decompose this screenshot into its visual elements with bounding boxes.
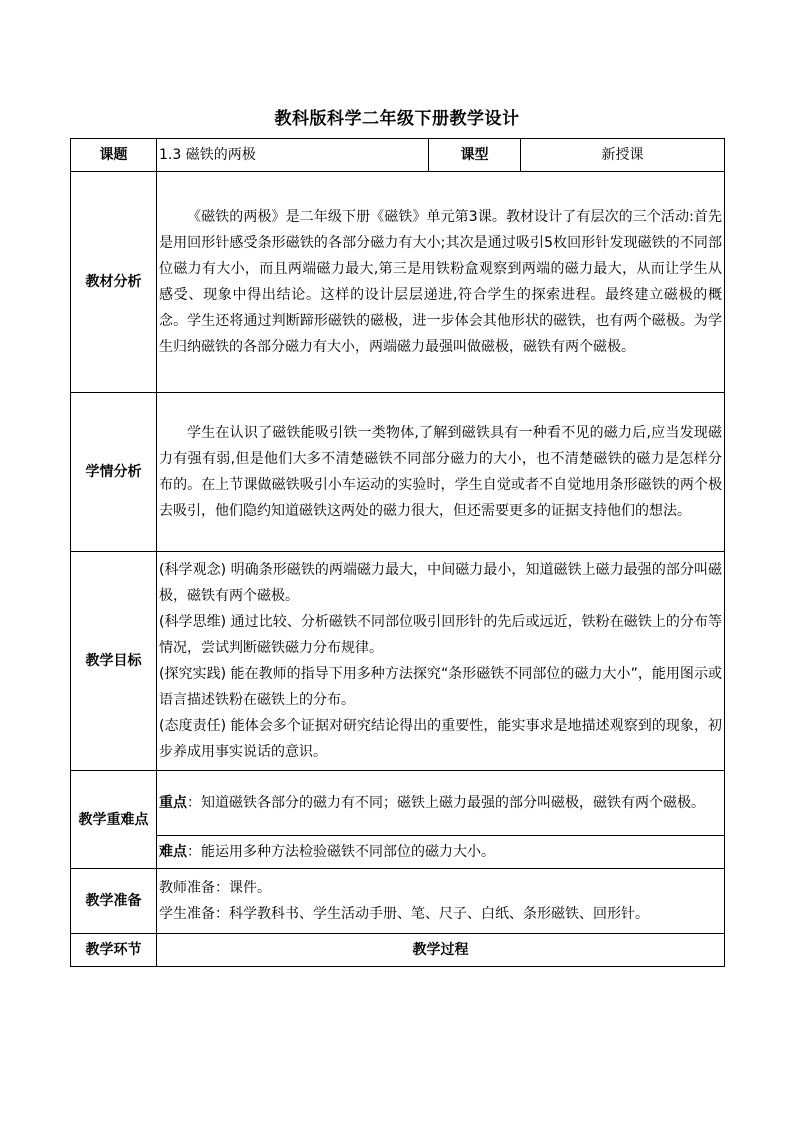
preparation-cell [157, 869, 725, 934]
lesson-type-value: 新授课 [521, 139, 725, 172]
student-analysis-text: 学生在认识了磁铁能吸引铁一类物体,了解到磁铁具有一种看不见的磁力后,应当发现磁力有强有弱,但是他们大多不清楚磁铁不同部分磁力的大小，也不清楚磁铁的磁力是怎样分布的。在上节课做磁铁吸引小车运动的实验时，学生自觉或者不自觉地用条形磁铁的两个极去吸引，他们隐约知道磁铁这两处的磁力很大，但还需要更多的证据支持他们的想法。 [159, 425, 722, 519]
difficult-point-body: ：能运用多种方法检验磁铁不同部位的磁力大小。 [187, 844, 495, 860]
preparation-row [71, 869, 725, 934]
objective-item-attitude-responsibility: (态度责任) 能体会多个证据对研究结论得出的重要性，能实事求是地描述观察到的现象，初步养成用事实说话的意识。 [159, 718, 722, 760]
header-row [71, 139, 725, 172]
student-analysis-row [71, 393, 725, 552]
objectives-label: 教学目标 [71, 552, 157, 771]
teacher-preparation: 教师准备：课件。 [159, 880, 271, 896]
lesson-type-label: 课型 [429, 139, 521, 172]
key-points-label: 教学重难点 [71, 771, 157, 869]
student-analysis-cell [157, 393, 725, 552]
objective-item-science-concept: (科学观念) 明确条形磁铁的两端磁力最大，中间磁力最小，知道磁铁上磁力最强的部分叫磁极，磁铁有两个磁极。 [159, 562, 722, 604]
student-analysis-label: 学情分析 [71, 393, 157, 552]
difficult-point-row [71, 836, 725, 869]
footer-row [71, 934, 725, 967]
difficult-point-text [159, 839, 722, 865]
document-title: 教科版科学二年级下册教学设计 [274, 109, 520, 129]
teaching-stage-label: 教学环节 [71, 934, 157, 967]
key-point-body: ：知道磁铁各部分的磁力有不同；磁铁上磁力最强的部分叫磁极，磁铁有两个磁极。 [187, 795, 705, 811]
material-analysis-text: 《磁铁的两极》是二年级下册《磁铁》单元第3课。教材设计了有层次的三个活动:首先是用回形针感受条形磁铁的各部分磁力有大小;其次是通过吸引5枚回形针发现磁铁的不同部位磁力有大小，而且两端磁力最大,第三是用铁粉盒观察到两端的磁力最大，从而让学生从感受、现象中得出结论。这样的设计层层递进,符合学生的探索进程。最终建立磁极的概念。学生还将通过判断蹄形磁铁的磁极，进一步体会其他形状的磁铁，也有两个磁极。为学生归纳磁铁的各部分磁力有大小，两端磁力最强叫做磁极，磁铁有两个磁极。 [159, 209, 722, 355]
topic-value: 1.3 磁铁的两极 [157, 139, 429, 172]
topic-label: 课题 [71, 139, 157, 172]
difficult-point-cell [157, 836, 725, 869]
key-point-lead: 重点 [159, 795, 187, 811]
objectives-row [71, 552, 725, 771]
teaching-process-label: 教学过程 [157, 934, 725, 967]
key-point-text [159, 790, 722, 816]
key-points-row [71, 771, 725, 836]
objective-item-inquiry-practice: (探究实践) 能在教师的指导下用多种方法探究“条形磁铁不同部位的磁力大小”，能用图示或语言描述铁粉在磁铁上的分布。 [159, 666, 722, 708]
lesson-plan-table [70, 138, 725, 967]
objectives-cell [157, 552, 725, 771]
key-point-cell [157, 771, 725, 836]
material-analysis-label: 教材分析 [71, 172, 157, 393]
preparation-label: 教学准备 [71, 869, 157, 934]
material-analysis-row [71, 172, 725, 393]
student-preparation: 学生准备：科学教科书、学生活动手册、笔、尺子、白纸、条形磁铁、回形针。 [159, 906, 649, 922]
difficult-point-lead: 难点 [159, 844, 187, 860]
objective-item-science-thinking: (科学思维) 通过比较、分析磁铁不同部位吸引回形针的先后或远近，铁粉在磁铁上的分布等情况，尝试判断磁铁磁力分布规律。 [159, 614, 722, 656]
material-analysis-cell [157, 172, 725, 393]
